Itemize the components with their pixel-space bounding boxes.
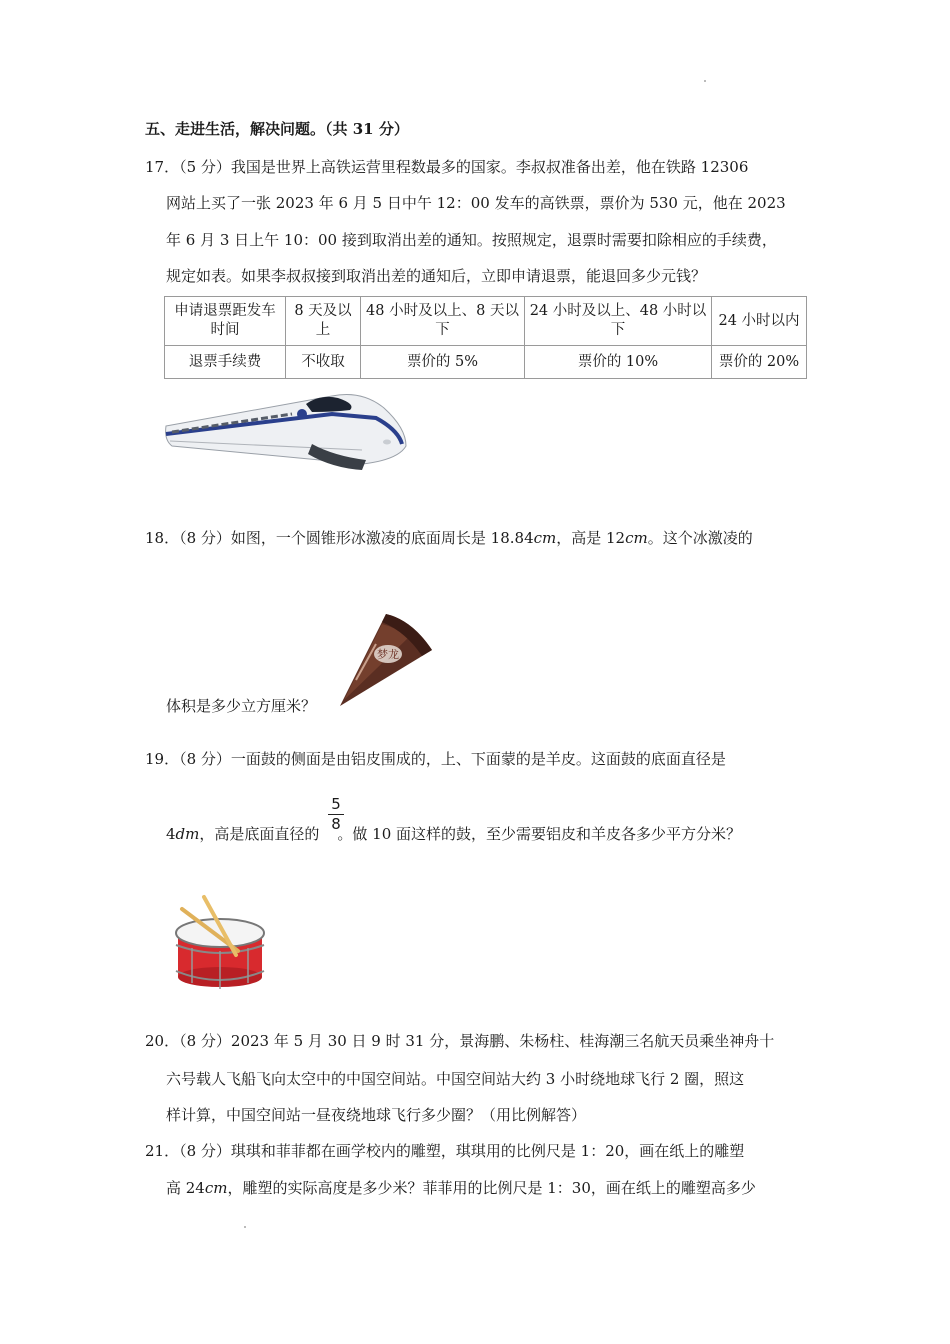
table-row — [165, 346, 807, 379]
table-cell: 票价的 5% — [361, 346, 525, 379]
q18-text-post: 。这个冰激凌的 — [647, 529, 753, 547]
table-cell: 8 天及以上 — [286, 297, 361, 346]
refund-fee-table — [164, 296, 807, 379]
q21-line-2 — [166, 1177, 756, 1198]
fraction-numerator: 5 — [331, 795, 341, 813]
high-speed-train-image — [162, 384, 410, 488]
q20-line-1: 20．（8 分）2023 年 5 月 30 日 9 时 31 分，景海鹏、朱杨柱、桂海潮三名航天员乘坐神舟十 — [145, 1032, 775, 1050]
q17-line-4: 规定如表。如果李叔叔接到取消出差的通知后，立即申请退票，能退回多少元钱？ — [166, 267, 707, 285]
q17-line-3: 年 6 月 3 日上午 10：00 接到取消出差的通知。按照规定，退票时需要扣除相应的手续费， — [166, 231, 777, 249]
fraction-denominator: 8 — [331, 815, 341, 833]
q17-line-1: 17．（5 分）我国是世界上高铁运营里程数最多的国家。李叔叔准备出差，他在铁路 12306 — [145, 158, 749, 176]
unit-dm: dm — [175, 825, 200, 843]
table-cell: 24 小时及以上、48 小时以下 — [525, 297, 712, 346]
table-cell: 票价的 20% — [712, 346, 807, 379]
q20-line-2: 六号载人飞船飞向太空中的中国空间站。中国空间站大约 3 小时绕地球飞行 2 圈，照这 — [166, 1070, 745, 1088]
section-title: 五、走进生活，解决问题。（共 31 分） — [145, 120, 409, 138]
q18-text-mid: ，高是 12 — [556, 529, 626, 547]
table-cell: 申请退票距发车时间 — [165, 297, 286, 346]
q18-text-pre: 18．（8 分）如图，一个圆锥形冰激凌的底面周长是 18.84 — [145, 529, 534, 547]
q18-line-1 — [145, 527, 753, 548]
q21-text-post: ，雕塑的实际高度是多少米？菲菲用的比例尺是 1：30，画在纸上的雕塑高多少 — [227, 1179, 756, 1197]
table-row — [165, 297, 807, 346]
ice-cream-cone-image — [336, 610, 436, 710]
table-cell: 退票手续费 — [165, 346, 286, 379]
table-cell: 48 小时及以上、8 天以下 — [361, 297, 525, 346]
q19-text-post: 。做 10 面这样的鼓，至少需要铝皮和羊皮各多少平方分米？ — [337, 825, 742, 843]
drum-image — [168, 893, 270, 995]
q19-text-mid: ，高是底面直径的 — [199, 825, 320, 843]
table-cell: 24 小时以内 — [712, 297, 807, 346]
q18-line-2: 体积是多少立方厘米？ — [166, 697, 317, 715]
q21-text-pre: 高 24 — [166, 1179, 205, 1197]
table-cell: 票价的 10% — [525, 346, 712, 379]
scan-dot — [244, 1226, 246, 1228]
q19-line-2 — [166, 823, 741, 844]
q20-line-3: 样计算，中国空间站一昼夜绕地球飞行多少圈？（用比例解答） — [166, 1106, 587, 1124]
table-cell: 不收取 — [286, 346, 361, 379]
q17-line-2: 网站上买了一张 2023 年 6 月 5 日中午 12：00 发车的高铁票，票价为 530 元，他在 2023 — [166, 194, 786, 212]
cone-label: 梦龙 — [377, 648, 399, 661]
q19-line-1: 19．（8 分）一面鼓的侧面是由铝皮围成的，上、下面蒙的是羊皮。这面鼓的底面直径是 — [145, 750, 726, 768]
unit-cm: cm — [625, 529, 648, 547]
q19-num: 4 — [166, 825, 176, 843]
scan-dot — [704, 80, 706, 82]
unit-cm: cm — [533, 529, 557, 547]
q21-line-1: 21．（8 分）琪琪和菲菲都在画学校内的雕塑，琪琪用的比例尺是 1：20，画在纸上的雕塑 — [145, 1142, 745, 1160]
unit-cm: cm — [204, 1179, 228, 1197]
